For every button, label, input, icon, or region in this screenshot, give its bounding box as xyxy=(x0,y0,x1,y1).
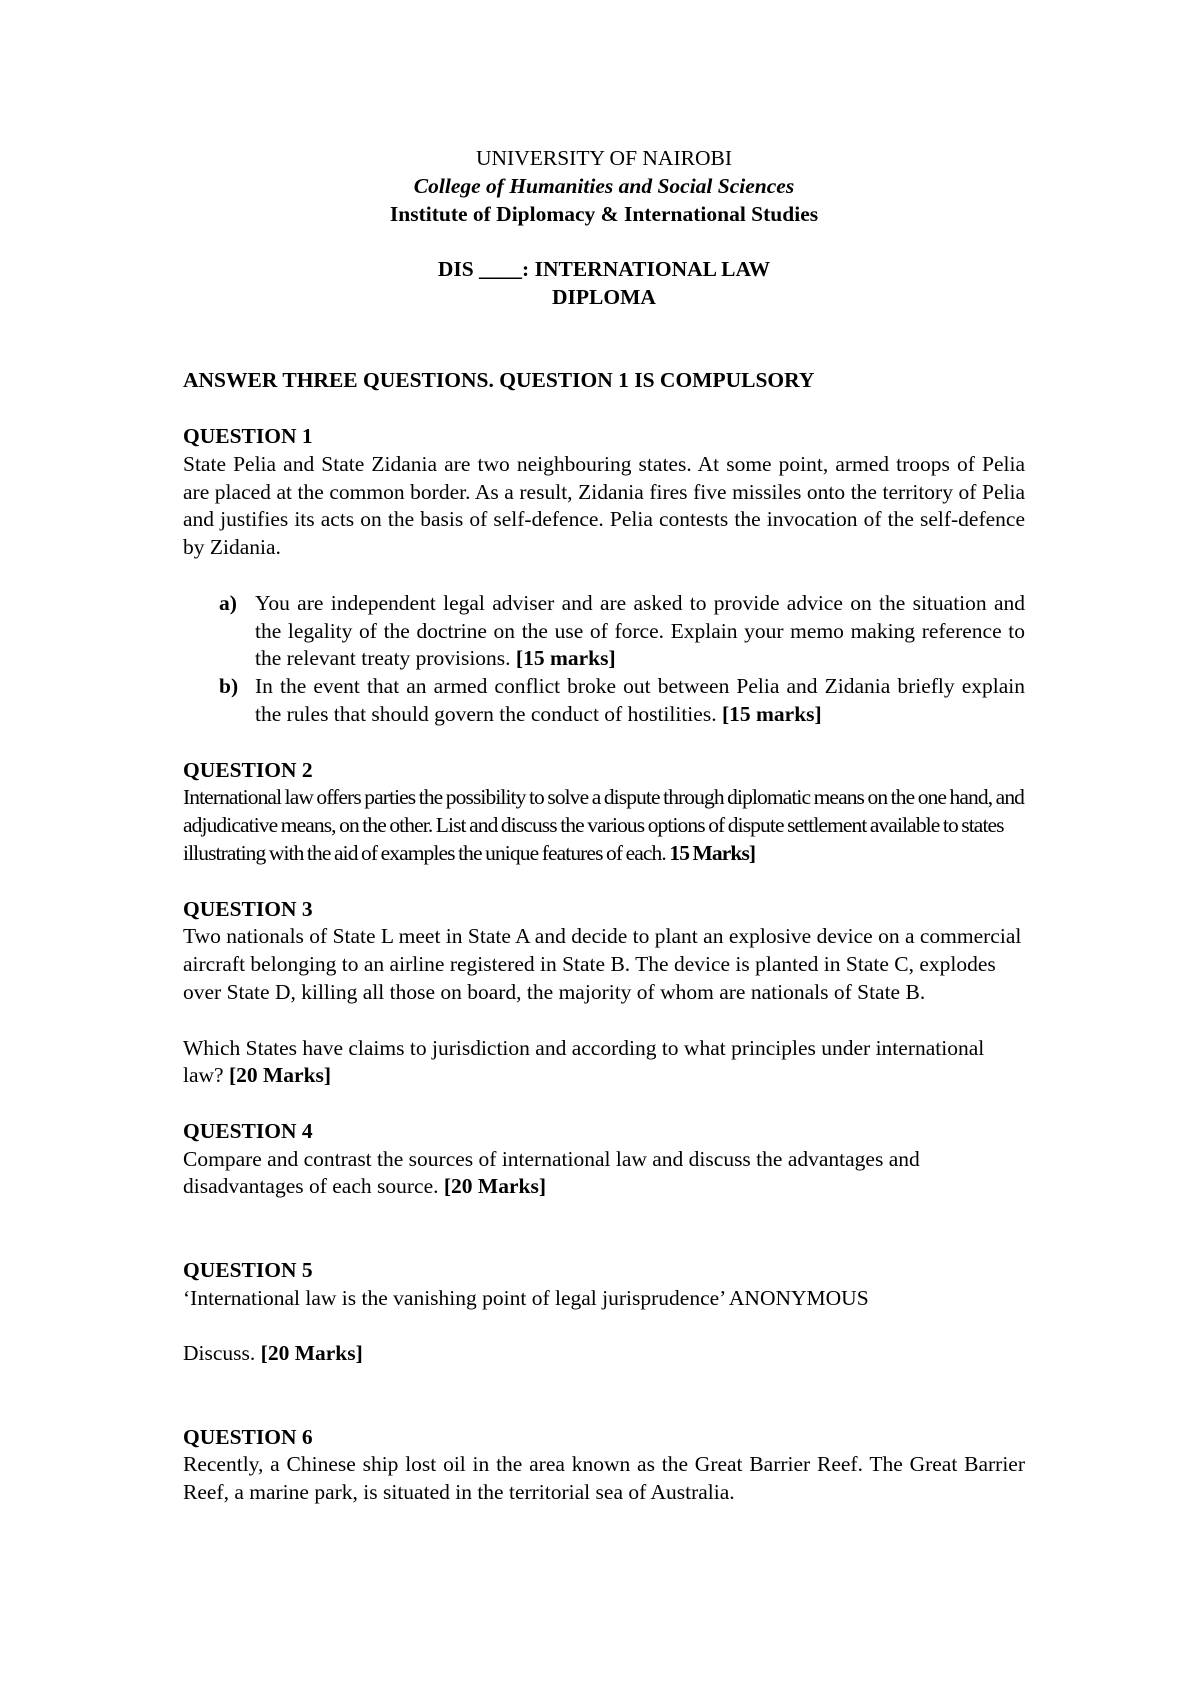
question-5-paragraph xyxy=(183,1340,1025,1368)
question-1-body: State Pelia and State Zidania are two neighbouring states. At some point, armed troops of Pelia are placed at the common border. As a result, Zidania fires five missiles onto the territory of Pelia and justifies its acts on the basis of self-defence. Pelia contests the invocation of the self-defence by Zidania. xyxy=(183,451,1025,560)
question-4-marks: [20 Marks] xyxy=(443,1174,546,1199)
university-name: UNIVERSITY OF NAIROBI xyxy=(475,146,732,170)
question-2 xyxy=(183,757,1025,868)
question-2-body: International law offers parties the possibility to solve a dispute through diplomatic means on the one hand, and adjudicative means, on the other. List and discuss the various options of dispute settlement available to states illustrating with the aid of examples the unique features of each. xyxy=(183,785,1025,865)
question-5 xyxy=(183,1257,1025,1368)
question-3-question: Which States have claims to jurisdiction and according to what principles under international law? xyxy=(183,1035,985,1088)
question-1b xyxy=(183,673,1025,729)
question-2-paragraph xyxy=(183,784,1025,867)
question-1 xyxy=(183,423,1025,729)
question-3-marks: [20 Marks] xyxy=(228,1063,332,1088)
question-4-paragraph xyxy=(183,1146,1025,1202)
exam-content xyxy=(183,145,1025,1507)
question-3-heading: QUESTION 3 xyxy=(183,896,313,921)
question-4 xyxy=(183,1118,1025,1201)
subquestion-label-a: a) xyxy=(219,590,237,615)
question-3-paragraph xyxy=(183,1035,1025,1091)
question-5-task: Discuss. xyxy=(183,1341,256,1366)
subquestion-label-b: b) xyxy=(219,674,239,699)
question-2-heading: QUESTION 2 xyxy=(183,757,313,782)
question-5-quote: ‘International law is the vanishing point of legal jurisprudence’ ANONYMOUS xyxy=(183,1285,869,1310)
question-1b-marks: [15 marks] xyxy=(721,701,822,726)
question-3 xyxy=(183,896,1025,1091)
question-4-heading: QUESTION 4 xyxy=(183,1118,313,1143)
exam-header xyxy=(183,145,1025,312)
course-title: DIS ____: INTERNATIONAL LAW xyxy=(437,257,771,282)
question-1a xyxy=(183,590,1025,673)
question-1-subquestions xyxy=(183,590,1025,729)
question-3-body: Two nationals of State L meet in State A and decide to plant an explosive device on a commercial aircraft belonging to an airline registered in State B. The device is planted in State C, explodes over State D, killing all those on board, the majority of whom are nationals of State B. xyxy=(183,924,1022,1004)
college-name: College of Humanities and Social Sciences xyxy=(413,173,795,198)
question-1a-text: You are independent legal adviser and are asked to provide advice on the situation and the legality of the doctrine on the use of force. Explain your memo making reference to the relevant treaty provisions. xyxy=(255,590,1025,671)
question-1-heading: QUESTION 1 xyxy=(183,423,313,448)
question-5-marks: [20 Marks] xyxy=(260,1341,363,1366)
question-5-heading: QUESTION 5 xyxy=(183,1257,313,1282)
question-6 xyxy=(183,1424,1025,1507)
question-6-heading: QUESTION 6 xyxy=(183,1424,313,1449)
question-2-marks: 15 Marks] xyxy=(669,840,756,865)
question-1b-text: In the event that an armed conflict broke out between Pelia and Zidania briefly explain the rules that should govern the conduct of hostilities. xyxy=(255,674,1025,726)
course-level: DIPLOMA xyxy=(552,284,656,309)
institute-name: Institute of Diplomacy & International Studies xyxy=(389,201,819,226)
question-4-body: Compare and contrast the sources of international law and discuss the advantages and disadvantages of each source. xyxy=(183,1146,920,1199)
question-1a-marks: [15 marks] xyxy=(515,646,616,671)
exam-instruction: ANSWER THREE QUESTIONS. QUESTION 1 IS COMPULSORY xyxy=(183,368,815,393)
question-6-body: Recently, a Chinese ship lost oil in the area known as the Great Barrier Reef. The Great Barrier Reef, a marine park, is situated in the territorial sea of Australia. xyxy=(183,1452,1025,1505)
